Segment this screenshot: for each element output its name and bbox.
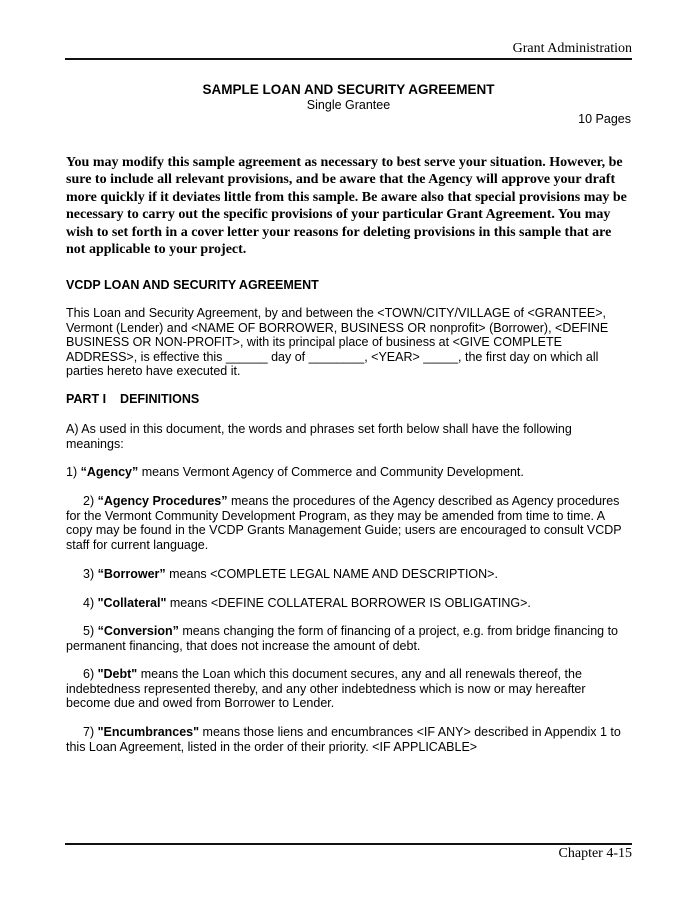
definition-text: means those liens and encumbrances <IF ANY> described in Appendix 1 to this Loan Agreement, listed in the order of their priority. <IF APPLICABLE>: [66, 725, 621, 754]
running-header: Grant Administration: [512, 41, 632, 56]
definition-number: 3): [83, 567, 98, 581]
definition-item: [66, 494, 632, 552]
definition-item: [66, 624, 632, 653]
header-rule: [65, 58, 632, 60]
footer-rule: [65, 843, 632, 845]
definition-number: 2): [83, 494, 98, 508]
document-subtitle: Single Grantee: [306, 98, 391, 112]
definition-number: 1): [66, 465, 81, 479]
definition-term: “Agency”: [80, 465, 139, 479]
running-footer: Chapter 4-15: [558, 846, 632, 861]
definition-term: "Encumbrances": [97, 725, 200, 739]
definition-text: means <DEFINE COLLATERAL BORROWER IS OBLIGATING>.: [166, 596, 531, 610]
definition-term: “Conversion”: [97, 624, 179, 638]
definition-number: 5): [83, 624, 98, 638]
section-heading: VCDP LOAN AND SECURITY AGREEMENT: [66, 278, 319, 292]
part-title: DEFINITIONS: [120, 392, 200, 406]
intro-instructions: You may modify this sample agreement as necessary to best serve your situation. However, be sure to include all relevant provisions, and be aware that the Agency will approve your draft more quickly if it deviates little from this sample. Be aware also that special provisions may be necessary to carry out the specific provisions of your particular Grant Agreement. You may wish to set forth in a cover letter your reasons for deleting provisions in this sample that are not applicable to your project.: [66, 155, 627, 258]
definition-item: [66, 465, 632, 480]
definition-term: “Agency Procedures”: [97, 494, 228, 508]
definition-text: means <COMPLETE LEGAL NAME AND DESCRIPTION>.: [165, 567, 498, 581]
page-count: 10 Pages: [578, 112, 631, 126]
definition-number: 6): [83, 667, 98, 681]
definition-text: means the Loan which this document secures, any and all renewals thereof, the indebtedness represented thereby, and any other indebtedness which is now or may hereafter become due and owed from Borrower to Lender.: [66, 667, 586, 711]
definition-term: "Collateral": [97, 596, 167, 610]
part-heading: [66, 392, 199, 406]
definition-item: [66, 725, 632, 754]
agreement-paragraph: This Loan and Security Agreement, by and between the <TOWN/CITY/VILLAGE of <GRANTEE>, Vermont (Lender) and <NAME OF BORROWER, BUSINESS OR nonprofit> (Borrower), <DEFINE BUSINESS OR NON-PROFIT>, with its principal place of business at <GIVE COMPLETE ADDRESS>, is effective this ______ day of ________, <YEAR> _____, the first day on which all parties hereto have executed it.: [66, 306, 609, 379]
definition-term: “Borrower”: [97, 567, 166, 581]
part-label: PART I: [66, 392, 107, 406]
definition-number: 4): [83, 596, 98, 610]
definition-item: [66, 667, 632, 711]
definition-term: "Debt": [97, 667, 138, 681]
definition-text: means Vermont Agency of Commerce and Community Development.: [138, 465, 524, 479]
definitions-intro: A) As used in this document, the words and phrases set forth below shall have the following meanings:: [66, 422, 572, 451]
definition-item: [66, 596, 632, 611]
document-title: SAMPLE LOAN AND SECURITY AGREEMENT: [202, 82, 495, 97]
definition-number: 7): [83, 725, 98, 739]
definition-item: [66, 567, 632, 582]
definition-text: means the procedures of the Agency described as Agency procedures for the Vermont Community Development Program, as they may be amended from time to time. A copy may be found in the VCDP Grants Management Guide; users are encouraged to consult VCDP staff for current language.: [66, 494, 622, 552]
definition-text: means changing the form of financing of a project, e.g. from bridge financing to permanent financing, that does not increase the amount of debt.: [66, 624, 619, 653]
